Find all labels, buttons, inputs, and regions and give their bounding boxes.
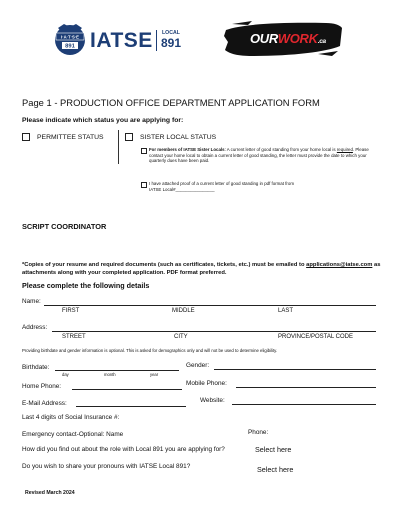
ourwork-suffix: .ca [317, 38, 326, 45]
ourwork-work: WORK [277, 31, 318, 46]
birthdate-input[interactable] [55, 370, 179, 371]
sin-label: Last 4 digits of Social Insurance #: [22, 414, 120, 421]
middle-label: MIDDLE [172, 308, 195, 314]
mobile-phone-input[interactable] [236, 387, 376, 388]
last-label: LAST [278, 308, 294, 314]
sister-note-bold: For members of IATSE Sister Locals [149, 147, 225, 152]
permittee-status-label: PERMITTEE STATUS [37, 133, 104, 141]
year-label: year [150, 372, 159, 377]
sister-local-status-label: SISTER LOCAL STATUS [140, 133, 217, 141]
copies-note-a: *Copies of your resume and required documents (such as certificates, tickets, etc.) must be emailed to [22, 262, 307, 268]
gender-input[interactable] [214, 369, 376, 370]
sister-local-note-checkbox[interactable] [141, 148, 147, 154]
home-phone-input[interactable] [72, 389, 182, 390]
emergency-phone-label: Phone: [248, 429, 269, 436]
day-label: day [62, 372, 69, 377]
page-title: Page 1 - PRODUCTION OFFICE DEPARTMENT APPLICATION FORM [22, 97, 320, 108]
city-label: CITY [174, 334, 188, 340]
name-label: Name: [22, 298, 41, 305]
ourwork-our: OUR [250, 31, 278, 46]
sister-note-b: . Please contact your home local to obtain a current letter of good standing, the letter must provide the date to which your quarterly dues have been paid. [149, 147, 369, 164]
email-input[interactable] [76, 406, 186, 407]
status-prompt: Please indicate which status you are applying for: [22, 117, 184, 124]
find-out-select[interactable]: Select here [255, 445, 292, 454]
gender-label: Gender: [186, 362, 210, 369]
position-title: SCRIPT COORDINATOR [22, 222, 107, 231]
sister-local-status-checkbox[interactable] [125, 133, 133, 141]
month-label: month [104, 372, 116, 377]
iatse-local-891-logo [52, 20, 192, 60]
optional-note: Providing birthdate and gender information is optional. This is asked for demographics only and will not be used to determine eligibility. [22, 348, 278, 353]
attached-proof-note: I have attached proof of a current letter of good standing in pdf format from IATSE Local#________________ [149, 181, 294, 192]
iatse-divider [156, 30, 157, 51]
province-label: PROVINCE/POSTAL CODE [278, 334, 354, 340]
emergency-phone-input[interactable] [274, 427, 374, 437]
address-label: Address: [22, 324, 48, 331]
copies-note [22, 261, 382, 277]
home-phone-label: Home Phone: [22, 383, 62, 390]
website-label: Website: [200, 397, 225, 404]
svg-text:I·A·T·S·E: I·A·T·S·E [61, 34, 79, 40]
seal-number: 891 [65, 43, 75, 50]
sister-local-note [149, 147, 375, 164]
details-heading: Please complete the following details [22, 281, 150, 290]
email-label: E-Mail Address: [22, 400, 67, 407]
attached-proof-checkbox[interactable] [141, 182, 147, 188]
pronouns-select[interactable]: Select here [257, 465, 294, 474]
find-out-label: How did you find out about the role with Local 891 you are applying for? [22, 446, 225, 453]
emergency-name-input[interactable] [140, 429, 240, 439]
street-label: STREET [62, 334, 86, 340]
copies-note-b: as attachments along with your completed application. PDF format preferred. [22, 262, 381, 277]
iatse-local-number: 891 [161, 36, 182, 50]
iatse-wordmark: IATSE [90, 29, 153, 52]
name-input[interactable] [44, 305, 376, 306]
sister-note-required: required [336, 147, 353, 152]
copies-email-link[interactable]: applications@iatse.com [306, 262, 373, 268]
revised-date: Revised March 2024 [25, 490, 75, 496]
sin-input[interactable] [138, 412, 198, 422]
emergency-contact-label: Emergency contact-Optional: Name [22, 431, 124, 438]
permittee-status-checkbox[interactable] [22, 133, 30, 141]
sister-note-a: : A current letter of good standing from your home local is [224, 147, 337, 152]
address-input[interactable] [52, 331, 376, 332]
ourwork-logo [222, 16, 344, 62]
status-divider [118, 130, 119, 164]
pronouns-label: Do you wish to share your pronouns with IATSE Local 891? [22, 463, 191, 470]
iatse-local-word: LOCAL [162, 30, 180, 36]
mobile-phone-label: Mobile Phone: [186, 380, 227, 387]
birthdate-label: Birthdate: [22, 364, 50, 371]
first-label: FIRST [62, 308, 80, 314]
website-input[interactable] [232, 404, 376, 405]
